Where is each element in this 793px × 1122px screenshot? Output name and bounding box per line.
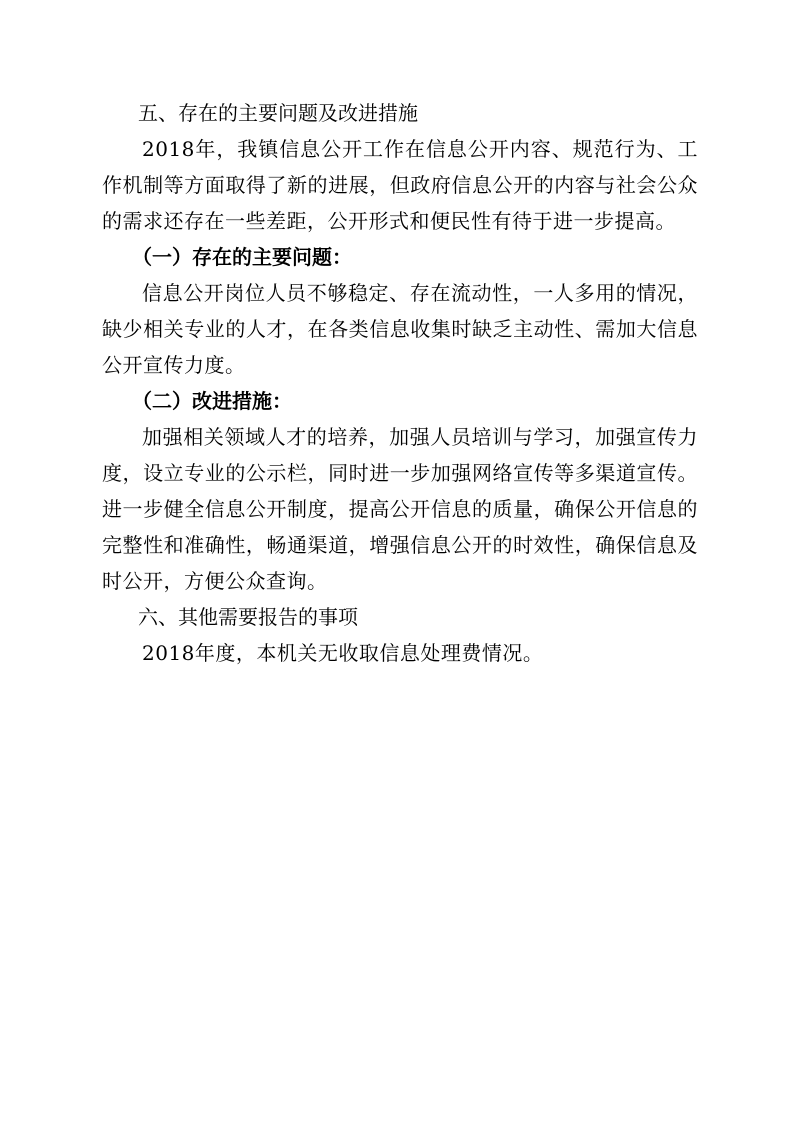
section-6-heading: 六、其他需要报告的事项 <box>138 605 358 629</box>
subsection-1-paragraph: 信息公开岗位人员不够稳定、存在流动性，一人多用的情况，缺少相关专业的人才，在各类信息收集时缺乏主动性、需加大信息公开宣传力度。 <box>102 281 698 377</box>
document-body <box>102 95 698 671</box>
section-5-heading: 五、存在的主要问题及改进措施 <box>138 101 418 125</box>
section-6-paragraph: 2018年度，本机关无收取信息处理费情况。 <box>142 641 544 665</box>
subsection-2-heading: （二）改进措施： <box>132 389 292 413</box>
subsection-1-heading: （一）存在的主要问题： <box>132 245 352 269</box>
subsection-2-paragraph: 加强相关领域人才的培养，加强人员培训与学习，加强宣传力度，设立专业的公示栏，同时进一步加强网络宣传等多渠道宣传。进一步健全信息公开制度，提高公开信息的质量，确保公开信息的完整性和准确性，畅通渠道，增强信息公开的时效性，确保信息及时公开，方便公众查询。 <box>102 425 698 593</box>
section-5-intro-paragraph: 2018年，我镇信息公开工作在信息公开内容、规范行为、工作机制等方面取得了新的进展，但政府信息公开的内容与社会公众的需求还存在一些差距，公开形式和便民性有待于进一步提高。 <box>102 137 698 233</box>
